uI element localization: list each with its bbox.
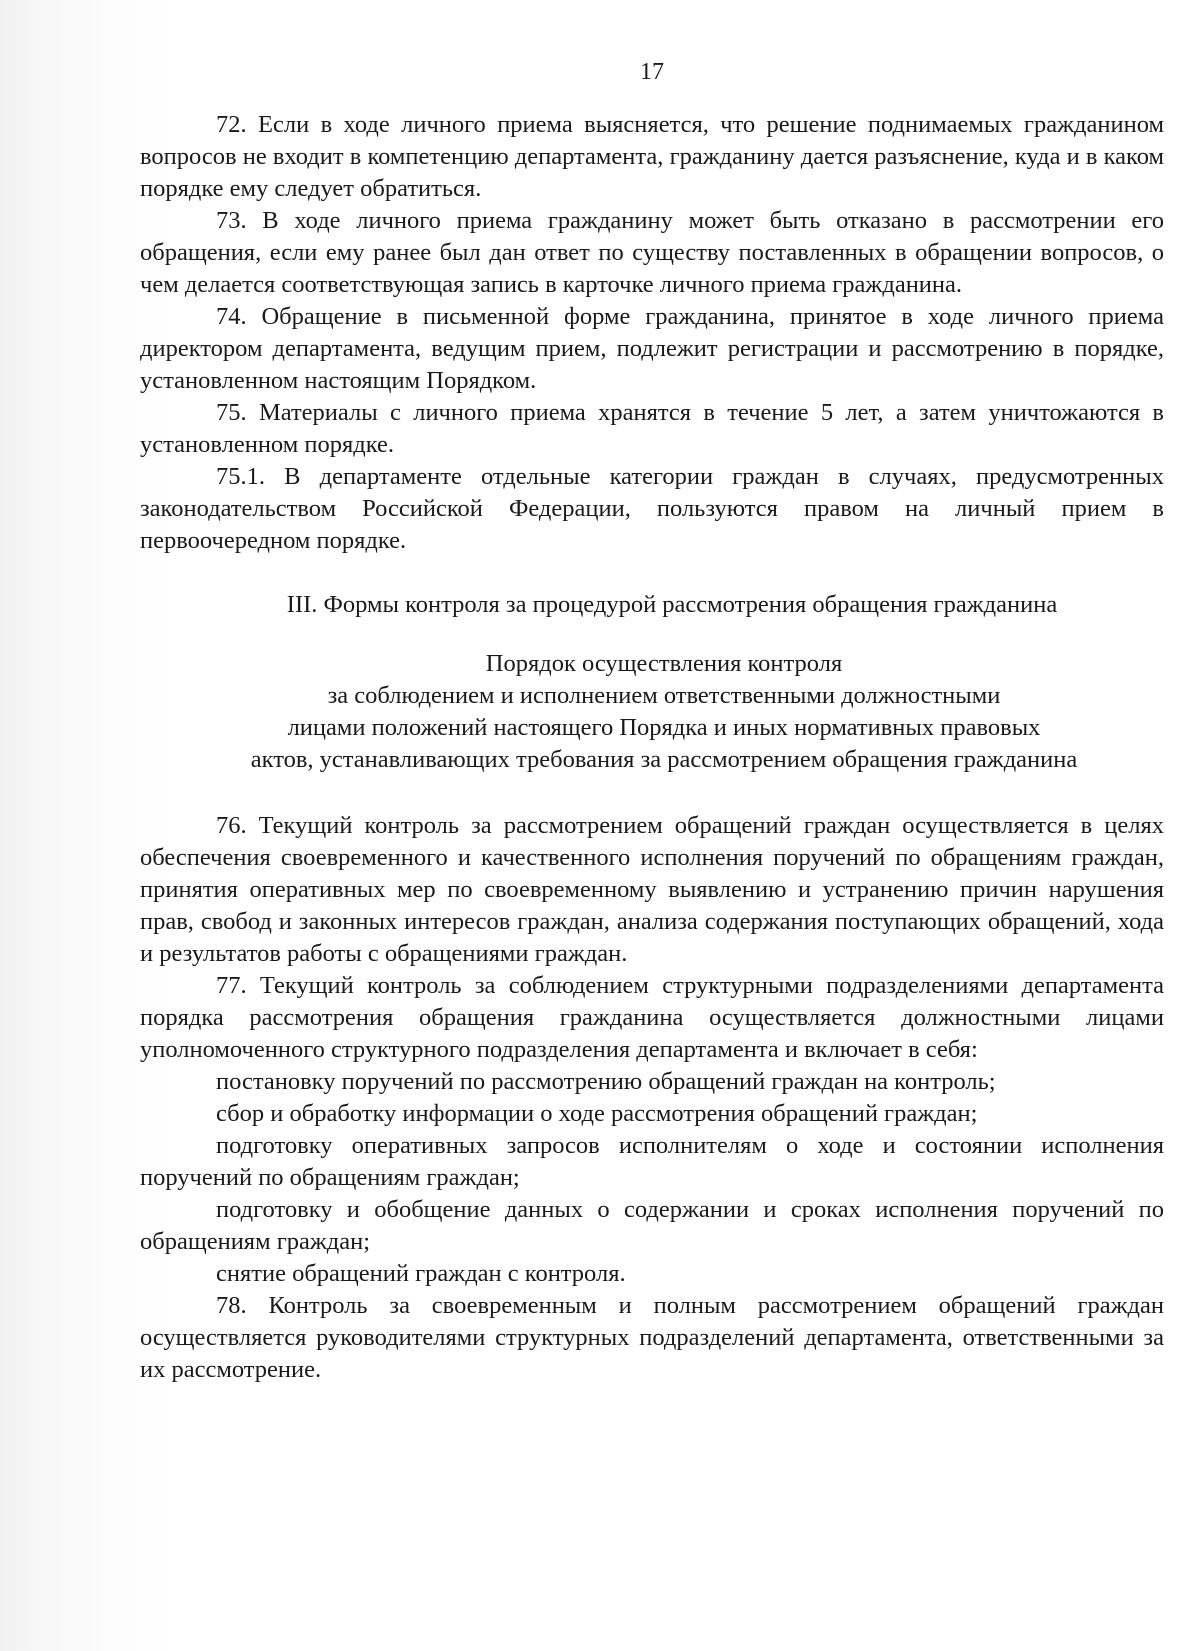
section-heading: III. Формы контроля за процедурой рассмотрения обращения гражданина <box>286 591 1058 618</box>
subheading-line: лицами положений настоящего Порядка и иных нормативных правовых <box>287 714 1041 741</box>
paragraph-78: 78. Контроль за своевременным и полным рассмотрением обращений граждан осуществляется руководителями структурных подразделений департамента, ответственными за их рассмотрение. <box>140 1292 1164 1383</box>
list-item: снятие обращений граждан с контроля. <box>216 1260 626 1287</box>
list-item: подготовку и обобщение данных о содержании и сроках исполнения поручений по обращениям граждан; <box>140 1196 1164 1255</box>
paragraph-76: 76. Текущий контроль за рассмотрением обращений граждан осуществляется в целях обеспечения своевременного и качественного исполнения поручений по обращениям граждан, принятия оперативных мер по своевременному выявлению и устранению причин нарушения прав, свобод и законных интересов граждан, анализа содержания поступающих обращений, хода и результатов работы с обращениями граждан. <box>140 812 1164 967</box>
page-number: 17 <box>640 59 664 85</box>
list-item: постановку поручений по рассмотрению обращений граждан на контроль; <box>216 1068 996 1095</box>
subheading-line: за соблюдением и исполнением ответственными должностными <box>327 682 1001 709</box>
list-item: сбор и обработку информации о ходе рассмотрения обращений граждан; <box>216 1100 978 1127</box>
paragraph-74: 74. Обращение в письменной форме гражданина, принятое в ходе личного приема директором департамента, ведущим прием, подлежит регистрации и рассмотрению в порядке, установленном настоящим Порядком. <box>140 303 1164 394</box>
document-page <box>140 56 1164 1386</box>
paragraph-77: 77. Текущий контроль за соблюдением структурными подразделениями департамента порядка рассмотрения обращения гражданина осуществляется должностными лицами уполномоченного структурного подразделения департамента и включает в себя: <box>140 972 1164 1063</box>
list-item: подготовку оперативных запросов исполнителям о ходе и состоянии исполнения поручений по обращениям граждан; <box>140 1132 1164 1191</box>
paragraph-75-1: 75.1. В департаменте отдельные категории граждан в случаях, предусмотренных законодательством Российской Федерации, пользуются правом на личный прием в первоочередном порядке. <box>140 463 1164 554</box>
paragraph-72: 72. Если в ходе личного приема выясняется, что решение поднимаемых гражданином вопросов не входит в компетенцию департамента, гражданину дается разъяснение, куда и в каком порядке ему следует обратиться. <box>140 111 1164 202</box>
paragraph-73: 73. В ходе личного приема гражданину может быть отказано в рассмотрении его обращения, если ему ранее был дан ответ по существу поставленных в обращении вопросов, о чем делается соответствующая запись в карточке личного приема гражданина. <box>140 207 1164 298</box>
subheading-line: Порядок осуществления контроля <box>485 650 843 677</box>
subheading-line: актов, устанавливающих требования за рассмотрением обращения гражданина <box>250 746 1078 773</box>
paragraph-75: 75. Материалы с личного приема хранятся в течение 5 лет, а затем уничтожаются в установленном порядке. <box>140 399 1164 458</box>
subheading <box>164 648 1164 776</box>
